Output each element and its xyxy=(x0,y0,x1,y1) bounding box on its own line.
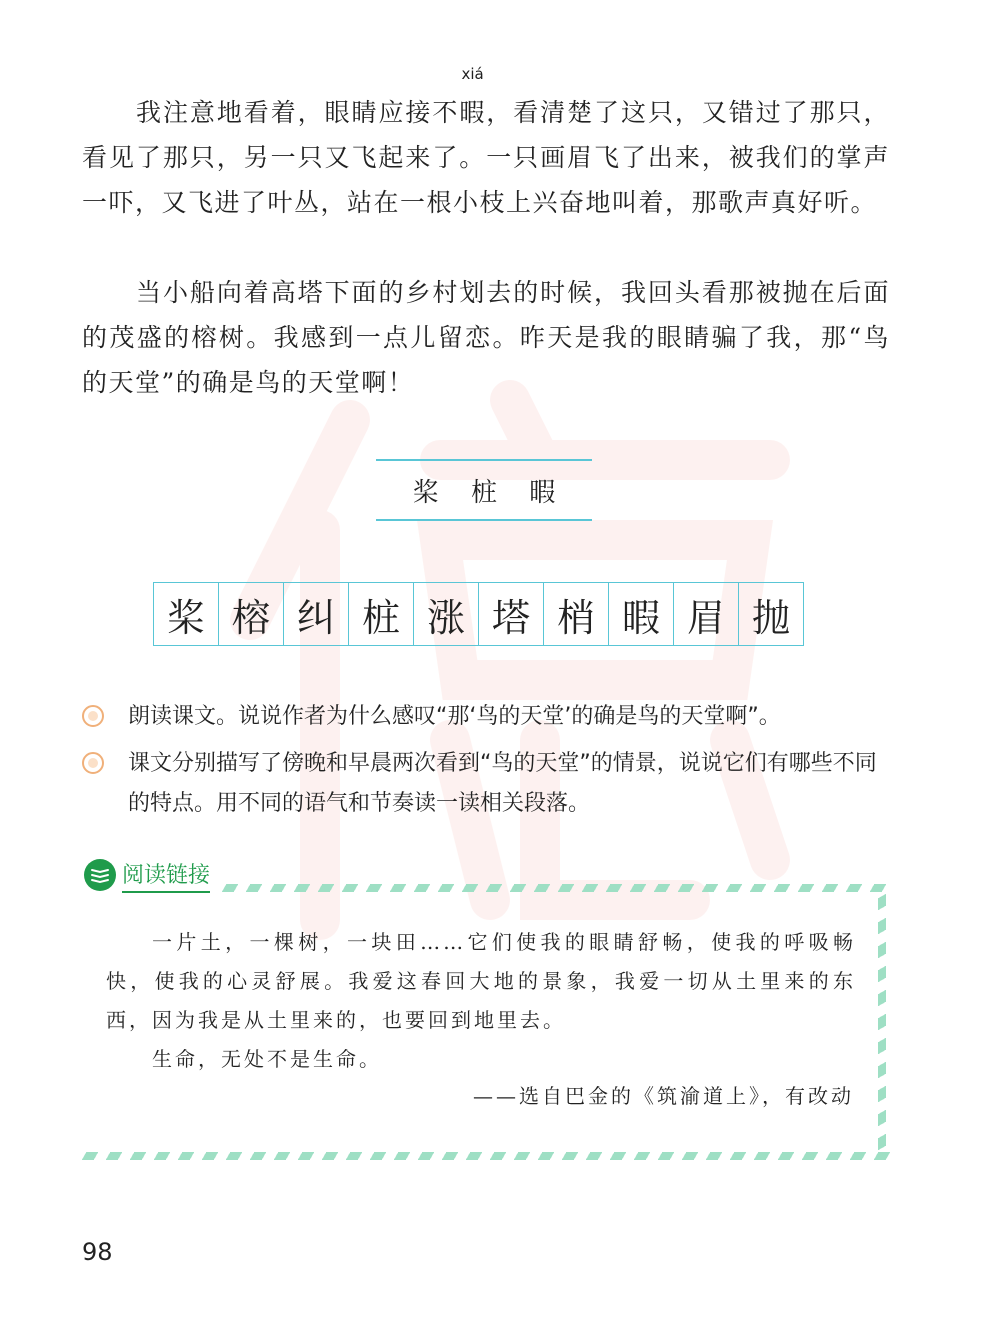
circle-bullet-icon xyxy=(82,705,104,727)
question-item xyxy=(82,744,890,824)
reading-paragraph-1: 一片土，一棵树，一块田……它们使我的眼睛舒畅，使我的呼吸畅快，使我的心灵舒展。我爱这春回大地的景象，我爱一切从土里来的东西，因为我是从土里来的，也要回到地里去。 xyxy=(106,930,856,1032)
annotated-character: xiá 暇 xyxy=(459,65,486,127)
grid-character: 塔 xyxy=(478,583,543,645)
character-writing-grid xyxy=(153,582,804,646)
page-number: 98 xyxy=(82,1238,113,1266)
question-text: 朗读课文。说说作者为什么感叹“那‘鸟的天堂’的确是鸟的天堂啊”。 xyxy=(128,704,781,729)
circle-bullet-icon xyxy=(82,752,104,774)
grid-character: 涨 xyxy=(413,583,478,645)
reading-source: ——选自巴金的《筑渝道上》，有改动 xyxy=(473,1084,854,1108)
reading-link-label: 阅读链接 xyxy=(122,858,210,893)
grid-character: 榕 xyxy=(218,583,283,645)
passage-paragraph-1: 我注意地看着，眼睛应接不 xiá 暇，看清楚了这只，又错过了那只，看见了那只，另一只又飞起来了。一只画眉飞了出来，被我们的掌声一吓，又飞进了叶丛，站在一根小枝上兴奋地叫着，那歌声真好听。 xyxy=(82,65,890,217)
grid-character: 桩 xyxy=(348,583,413,645)
question-item xyxy=(82,697,890,737)
reading-paragraph-2: 生命，无处不是生命。 xyxy=(152,1047,382,1071)
reading-link-header xyxy=(84,858,210,892)
grid-character: 暇 xyxy=(608,583,673,645)
dashed-border-bottom xyxy=(82,1152,891,1160)
dashed-border-right xyxy=(878,894,886,1157)
grid-character: 眉 xyxy=(673,583,738,645)
passage-paragraph-2: 当小船向着高塔下面的乡村划去的时候，我回头看那被抛在后面的茂盛的榕树。我感到一点儿留恋。昨天是我的眼睛骗了我，那“鸟的天堂”的确是鸟的天堂啊！ xyxy=(82,278,890,397)
dashed-border-top xyxy=(222,884,891,892)
grid-character: 纠 xyxy=(283,583,348,645)
grid-character: 抛 xyxy=(738,583,803,645)
grid-character: 桨 xyxy=(166,595,205,640)
vocabulary-title: 桨 桩 暇 xyxy=(376,459,592,521)
pinyin-annotation: xiá xyxy=(461,65,484,83)
question-text: 课文分别描写了傍晚和早晨两次看到“鸟的天堂”的情景，说说它们有哪些不同的特点。用不同的语气和节奏读一读相关段落。 xyxy=(128,751,877,816)
book-icon xyxy=(84,859,116,891)
grid-character: 梢 xyxy=(543,583,608,645)
